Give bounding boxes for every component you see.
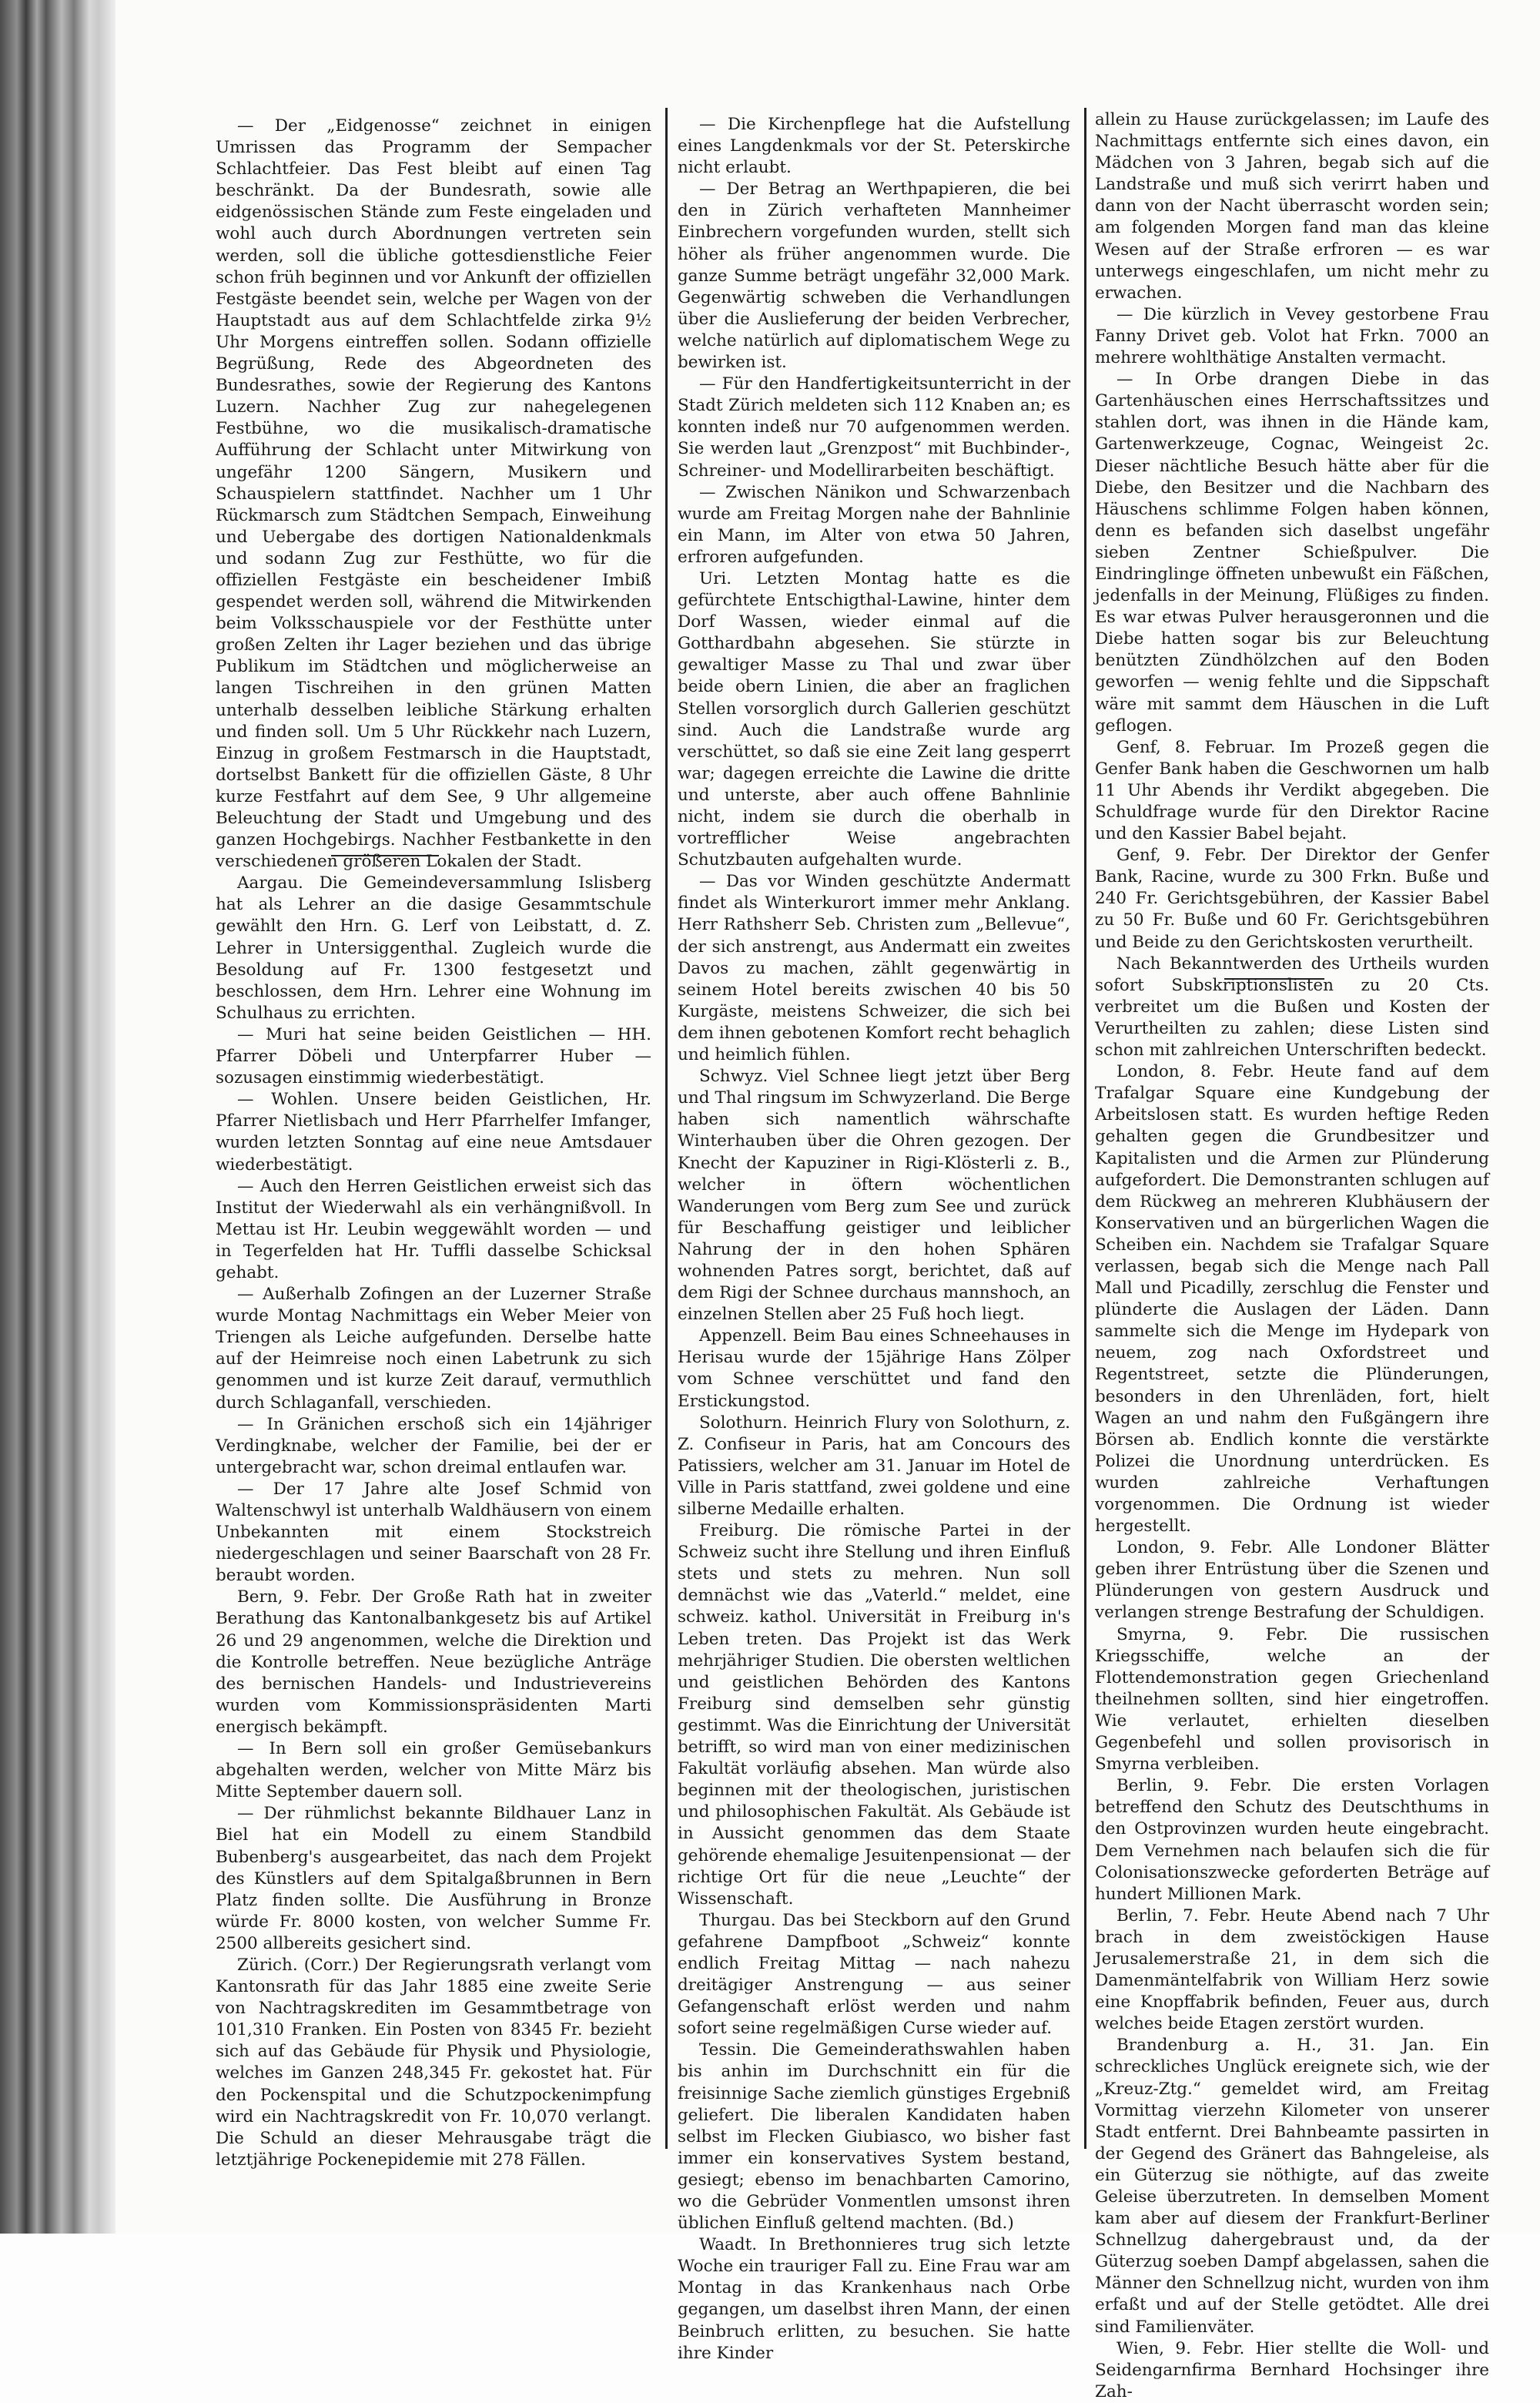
article: — Die Kirchenpflege hat die Aufstellung eines Langdenkmals vor der St. Peterskirche nicht erlaubt. xyxy=(678,115,1070,178)
article: — In Gränichen erschoß sich ein 14jähriger Verdingknabe, welcher der Familie, bei der er untergebracht war, schon dreimal entlaufen war. xyxy=(216,1414,651,1477)
column-2 xyxy=(678,114,1070,2363)
article: — Wohlen. Unsere beiden Geistlichen, Hr. Pfarrer Nietlisbach und Herr Pfarrhelfer Imfanger, wurden letzten Sonntag auf eine neue Amtsdauer wiederbestätigt. xyxy=(216,1090,651,1175)
article: — Der Betrag an Werthpapieren, die bei den in Zürich verhafteten Mannheimer Einbrechern vorgefunden wurden, stellt sich höher als früher angenommen wurde. Die ganze Summe beträgt ungefähr 32,000 Mark. Gegenwärtig schweben die Verhandlungen über die Auslieferung der beiden Verbrecher, welche natürlich auf diplomatischem Wege zu bewirken ist. xyxy=(678,179,1070,373)
article: Zürich. (Corr.) Der Regierungsrath verlangt vom Kantonsrath für das Jahr 1885 eine zweite Serie von Nachtragskrediten im Gesammtbetrage von 101,310 Franken. Ein Posten von 8345 Fr. bezieht sich auf das Gebäude für Physik und Physiologie, welches im Ganzen 248,345 Fr. gekostet hat. Für den Pockenspital und die Schutzpockenimpfung wird ein Nachtragskredit von Fr. 10,070 verlangt. Die Schuld an dieser Mehrausgabe trägt die letztjährige Pockenepidemie mit 278 Fällen. xyxy=(216,1955,651,2170)
article: Smyrna, 9. Febr. Die russischen Kriegsschiffe, welche an der Flottendemonstration gegen Griechenland theilnehmen sollten, sind hier eingetroffen. Wie verlautet, erhielten dieselben Gegenbefehl und sollen provisorisch in Smyrna verbleiben. xyxy=(1095,1624,1489,1775)
article: — Das vor Winden geschützte Andermatt findet als Winterkurort immer mehr Anklang. Herr Rathsherr Seb. Christen zum „Bellevue“, der sich anstrengt, aus Andermatt ein zweites Davos zu machen, zählt gegenwärtig in seinem Hotel bereits zwischen 40 bis 50 Kurgäste, meistens Schweizer, die sich bei dem ihnen gebotenen Komfort recht behaglich und heimlich fühlen. xyxy=(678,872,1070,1065)
article: — Zwischen Nänikon und Schwarzenbach wurde am Freitag Morgen nahe der Bahnlinie ein Mann, im Alter von etwa 50 Jahren, erfroren aufgefunden. xyxy=(678,482,1070,567)
article: Aargau. Die Gemeindeversammlung Islisberg hat als Lehrer an die dasige Gesammtschule gewählt den Hrn. G. Lerf von Leibstatt, d. Z. Lehrer in Untersiggenthal. Zugleich wurde die Besoldung auf Fr. 1300 festgesetzt und beschlossen, dem Hrn. Lehrer eine Wohnung im Schulhaus zu errichten. xyxy=(216,873,651,1023)
article: Waadt. In Brethonnieres trug sich letzte Woche ein trauriger Fall zu. Eine Frau war am Montag in das Krankenhaus nach Orbe gegangen, um daselbst ihren Mann, der einen Beinbruch erlitten, zu besuchen. Sie hatte ihre Kinder xyxy=(678,2235,1070,2363)
article: Appenzell. Beim Bau eines Schneehauses in Herisau wurde der 15jährige Hans Zölper vom Schnee verschüttet und fand den Erstickungstod. xyxy=(678,1326,1070,1411)
article: Solothurn. Heinrich Flury von Solothurn, z. Z. Confiseur in Paris, hat am Concours des Patissiers, welcher am 31. Januar im Hotel de Ville in Paris stattfand, zwei goldene und eine silberne Medaille erhalten. xyxy=(678,1413,1070,1519)
article: Schwyz. Viel Schnee liegt jetzt über Berg und Thal ringsum im Schwyzerland. Die Berge haben sich namentlich währschafte Winterhauben über die Ohren gezogen. Der Knecht der Kapuziner in Rigi-Klösterli z. B., welcher in öftern wöchentlichen Wanderungen vom Berg zum See und zurück für Beschaffung geistiger und leiblicher Nahrung der in den hohen Sphären wohnenden Patres sorgt, berichtet, daß auf dem Rigi der Schnee durchaus mannshoch, an einzelnen Stellen aber 25 Fuß hoch liegt. xyxy=(678,1067,1070,1325)
article: — Der 17 Jahre alte Josef Schmid von Waltenschwyl ist unterhalb Waldhäusern von einem Unbekannten mit einem Stockstreich niedergeschlagen und seiner Baarschaft von 28 Fr. beraubt worden. xyxy=(216,1479,651,1586)
article: — Muri hat seine beiden Geistlichen — HH. Pfarrer Döbeli und Unterpfarrer Huber — sozusagen einstimmig wiederbestätigt. xyxy=(216,1024,651,1088)
article: Berlin, 7. Febr. Heute Abend nach 7 Uhr brach in dem zweistöckigen Hause Jerusalemerstraße 21, in dem sich die Damenmäntelfabrik von William Herz sowie eine Knopffabrik befinden, Feuer aus, durch welches beide Etagen zerstört wurden. xyxy=(1095,1905,1489,2034)
article: — Der „Eidgenosse“ zeichnet in einigen Umrissen das Programm der Sempacher Schlachtfeier. Das Fest bleibt auf einen Tag beschränkt. Da der Bundesrath, sowie alle eidgenössischen Stände zum Feste eingeladen und wohl auch durch Abordnungen vertreten sein werden, soll die übliche gottesdienstliche Feier schon früh beginnen und vor Ankunft der offiziellen Festgäste beendet sein, welche per Wagen von der Hauptstadt aus auf dem Schlachtfelde zirka 9½ Uhr Morgens eintreffen sollen. Sodann offizielle Begrüßung, Rede des Abgeordneten des Bundesrathes, sowie der Regierung des Kantons Luzern. Nachher Zug zur nahegelegenen Festbühne, wo die musikalisch-dramatische Aufführung der Schlacht unter Mitwirkung von ungefähr 1200 Sängern, Musikern und Schauspielern stattfindet. Nachher um 1 Uhr Rückmarsch zum Städtchen Sempach, Einweihung und Uebergabe des dortigen Nationaldenkmals und sodann Zug zur Festhütte, wo für die offiziellen Festgäste ein bescheidener Imbiß gespendet werden soll, während die Mitwirkenden beim Volksschauspiele vor der Festhütte unter großen Zelten ihr Lager beziehen und das übrige Publikum im Städtchen und möglicherweise an langen Tischreihen in den grünen Matten unterhalb desselben leibliche Stärkung erhalten und finden soll. Um 5 Uhr Rückkehr nach Luzern, Einzug in großem Festmarsch in die Hauptstadt, dortselbst Bankett für die offiziellen Gäste, 8 Uhr kurze Festfahrt auf dem See, 9 Uhr allgemeine Beleuchtung der Stadt und Umgebung und des ganzen Hochgebirgs. Nachher Festbankette in den verschiedenen größeren Lokalen der Stadt. xyxy=(216,116,651,872)
column-3 xyxy=(1095,109,1489,2401)
article: Thurgau. Das bei Steckborn auf den Grund gefahrene Dampfboot „Schweiz“ konnte endlich Freitag Mittag — nach nahezu dreitägiger Anstrengung — aus seiner Gefangenschaft erlöst werden und nahm sofort seine regelmäßigen Curse wieder auf. xyxy=(678,1910,1070,2039)
article: Freiburg. Die römische Partei in der Schweiz sucht ihre Stellung und ihren Einfluß stets und stets zu mehren. Nun soll demnächst wie das „Vaterld.“ meldet, eine schweiz. kathol. Universität in Freiburg in's Leben treten. Das Projekt ist das Werk mehrjähriger Studien. Die obersten weltlichen und geistlichen Behörden des Kantons Freiburg sind demselben sehr günstig gestimmt. Was die Einrichtung der Universität betrifft, so wird man von einer medizinischen Fakultät vorläufig absehen. Man würde also beginnen mit der theologischen, juristischen und philosophischen Fakultät. Als Gebäude ist in Aussicht genommen das dem Staate gehörende ehemalige Jesuitenpensionat — der richtige Ort für die neue „Leuchte“ der Wissenschaft. xyxy=(678,1521,1070,1909)
article: Genf, 9. Febr. Der Direktor der Genfer Bank, Racine, wurde zu 300 Frkn. Buße und 240 Fr. Gerichtsgebühren, der Kassier Babel zu 50 Fr. Buße und 60 Fr. Gerichtsgebühren und Beide zu den Gerichtskosten verurtheilt. xyxy=(1095,846,1489,952)
article: London, 8. Febr. Heute fand auf dem Trafalgar Square eine Kundgebung der Arbeitslosen statt. Es wurden heftige Reden gehalten gegen die Grundbesitzer und Kapitalisten und die Armen zur Plünderung aufgefordert. Die Demonstranten schlugen auf dem Rückweg an mehreren Klubhäusern der Konservativen und an bürgerlichen Wagen die Scheiben ein. Nachdem sie Trafalgar Square verlassen, begab sich die Menge nach Pall Mall und Picadilly, zerschlug die Fenster und plünderte die Auslagen der Läden. Dann sammelte sich die Menge im Hydepark von neuem, zog nach Oxfordstreet und Regentstreet, setzte die Plünderungen, besonders in den Uhrenläden, fort, hielt Wagen an und nahm den Fußgängern ihre Börsen ab. Endlich konnte die verstärkte Polizei die Unordnung unterdrücken. Es wurden zahlreiche Verhaftungen vorgenommen. Die Ordnung ist wieder hergestellt. xyxy=(1095,1062,1489,1537)
column-rule-right xyxy=(1084,108,1086,2149)
article: Tessin. Die Gemeinderathswahlen haben bis anhin im Durchschnitt ein für die freisinnige Sache ziemlich günstiges Ergebniß geliefert. Die liberalen Kandidaten haben selbst im Flecken Giubiasco, wo bisher fast immer ein konservatives System bestand, gesiegt; ebenso im benachbarten Camorino, wo die Gebrüder Vonmentlen umsonst ihren üblichen Einfluß geltend machten. (Bd.) xyxy=(678,2040,1070,2234)
article: Genf, 8. Februar. Im Prozeß gegen die Genfer Bank haben die Geschwornen um halb 11 Uhr Abends ihr Verdikt abgegeben. Die Schuldfrage wurde für den Direktor Racine und den Kassier Babel bejaht. xyxy=(1095,737,1489,844)
book-binding-edge xyxy=(0,0,116,2234)
article: Uri. Letzten Montag hatte es die gefürchtete Entschigthal-Lawine, hinter dem Dorf Wassen, wieder einmal auf die Gotthardbahn abgesehen. Sie stürzte in gewaltiger Masse zu Thal und zwar über beide obern Linien, die aber an fraglichen Stellen vorsorglich durch Gallerien geschützt sind. Auch die Landstraße wurde arg verschüttet, so daß sie eine Zeit lang gesperrt war; dagegen erreichte die Lawine die dritte und unterste, aber auch offene Bahnlinie nicht, indem sie durch die oberhalb in vortrefflicher Weise angebrachten Schutzbauten aufgehalten wurde. xyxy=(678,568,1070,870)
article: Berlin, 9. Febr. Die ersten Vorlagen betreffend den Schutz des Deutschthums in den Ostprovinzen wurden heute eingebracht. Dem Vernehmen nach belaufen sich die für Colonisationszwecke geforderten Beträge auf hundert Millionen Mark. xyxy=(1095,1776,1489,1904)
column-1 xyxy=(216,116,651,2203)
article: Nach Bekanntwerden des Urtheils wurden sofort Subskriptionslisten zu 20 Cts. verbreitet um die Bußen und Kosten der Verurtheilten zu zahlen; diese Listen sind schon mit zahlreichen Unterschriften bedeckt. xyxy=(1095,953,1489,1061)
article: — Auch den Herren Geistlichen erweist sich das Institut der Wiederwahl als ein verhängnißvoll. In Mettau ist Hr. Leubin weggewählt worden — und in Tegerfelden hat Hr. Tuffli dasselbe Schicksal gehabt. xyxy=(216,1176,651,1282)
article: — Die kürzlich in Vevey gestorbene Frau Fanny Drivet geb. Volot hat Frkn. 7000 an mehrere wohlthätige Anstalten vermacht. xyxy=(1095,304,1489,368)
article: — Der rühmlichst bekannte Bildhauer Lanz in Biel hat ein Modell zu einem Standbild Bubenberg's ausgearbeitet, das nach dem Projekt des Künstlers auf dem Spitalgaßbrunnen in Bern Platz finden sollte. Die Ausführung in Bronze würde Fr. 8000 kosten, von welcher Summe Fr. 2500 allbereits gesichert sind. xyxy=(216,1804,651,1953)
column-rule-left xyxy=(665,108,668,2149)
article: Brandenburg a. H., 31. Jan. Ein schreckliches Unglück ereignete sich, wie der „Kreuz-Ztg.“ gemeldet wird, am Freitag Vormittag vierzehn Kilometer von unserer Stadt entfernt. Drei Bahnbeamte passirten in der Gegend des Gränert das Bahngeleise, als ein Güterzug sie nöthigte, auf das zweite Geleise überzutreten. In demselben Moment kam aber auf diesem der Frankfurt-Berliner Schnellzug dahergebraust und, da der Güterzug soeben Dampf abgelassen, sahen die Männer den Schnellzug nicht, wurden von ihm erfaßt und auf der Stelle getödtet. Alle drei sind Familienväter. xyxy=(1095,2036,1489,2337)
article: — Für den Handfertigkeitsunterricht in der Stadt Zürich meldeten sich 112 Knaben an; es konnten indeß nur 70 aufgenommen werden. Sie werden laut „Grenzpost“ mit Buchbinder-, Schreiner- und Modellirarbeiten beschäftigt. xyxy=(678,374,1070,481)
article: Bern, 9. Febr. Der Große Rath hat in zweiter Berathung das Kantonalbankgesetz bis auf Artikel 26 und 29 angenommen, welche die Direktion und die Kontrolle betreffen. Neue bezügliche Anträge des bernischen Handels- und Industrievereins wurden vom Kommissionspräsidenten Marti energisch bekämpft. xyxy=(216,1587,651,1737)
article: — Außerhalb Zofingen an der Luzerner Straße wurde Montag Nachmittags ein Weber Meier von Triengen als Leiche aufgefunden. Derselbe hatte auf der Heimreise noch einen Labetrunk zu sich genommen und ist kurze Zeit darauf, vermuthlich durch Schlaganfall, verschieden. xyxy=(216,1285,651,1413)
article: allein zu Hause zurückgelassen; im Laufe des Nachmittags entfernte sich eines davon, ein Mädchen von 3 Jahren, begab sich auf die Landstraße und muß sich verirrt haben und dann von der Nacht überrascht worden sein; am folgenden Morgen fand man das kleine Wesen auf der Straße erfroren — es war unterwegs eingeschlafen, um nicht mehr zu erwachen. xyxy=(1095,110,1489,303)
article: Wien, 9. Febr. Hier stellte die Woll- und Seidengarnfirma Bernhard Hochsinger ihre Zah- xyxy=(1095,2338,1489,2401)
article: — In Bern soll ein großer Gemüsebankurs abgehalten werden, welcher von Mitte März bis Mitte September dauern soll. xyxy=(216,1739,651,1802)
article: London, 9. Febr. Alle Londoner Blätter geben ihrer Entrüstung über die Szenen und Plünderungen von gestern Ausdruck und verlangen strenge Bestrafung der Schuldigen. xyxy=(1095,1538,1489,1623)
article: — In Orbe drangen Diebe in das Gartenhäuschen eines Herrschaftssitzes und stahlen dort, was ihnen in die Hände kam, Gartenwerkzeuge, Cognac, Weingeist 2c. Dieser nächtliche Besuch hätte aber für die Diebe, den Besitzer und die Nachbarn des Häuschens schlimme Folgen haben können, denn es befanden sich daselbst ungefähr sieben Zentner Schießpulver. Die Eindringlinge öffneten unbewußt ein Fäßchen, jedenfalls in der Meinung, Flüßiges zu finden. Es war etwas Pulver herausgeronnen und die Diebe hatten sogar bis zur Beleuchtung benützten Zündhölzchen auf den Boden geworfen — wenig fehlte und die Sippschaft wäre mit sammt dem Häuschen in die Luft geflogen. xyxy=(1095,370,1489,736)
